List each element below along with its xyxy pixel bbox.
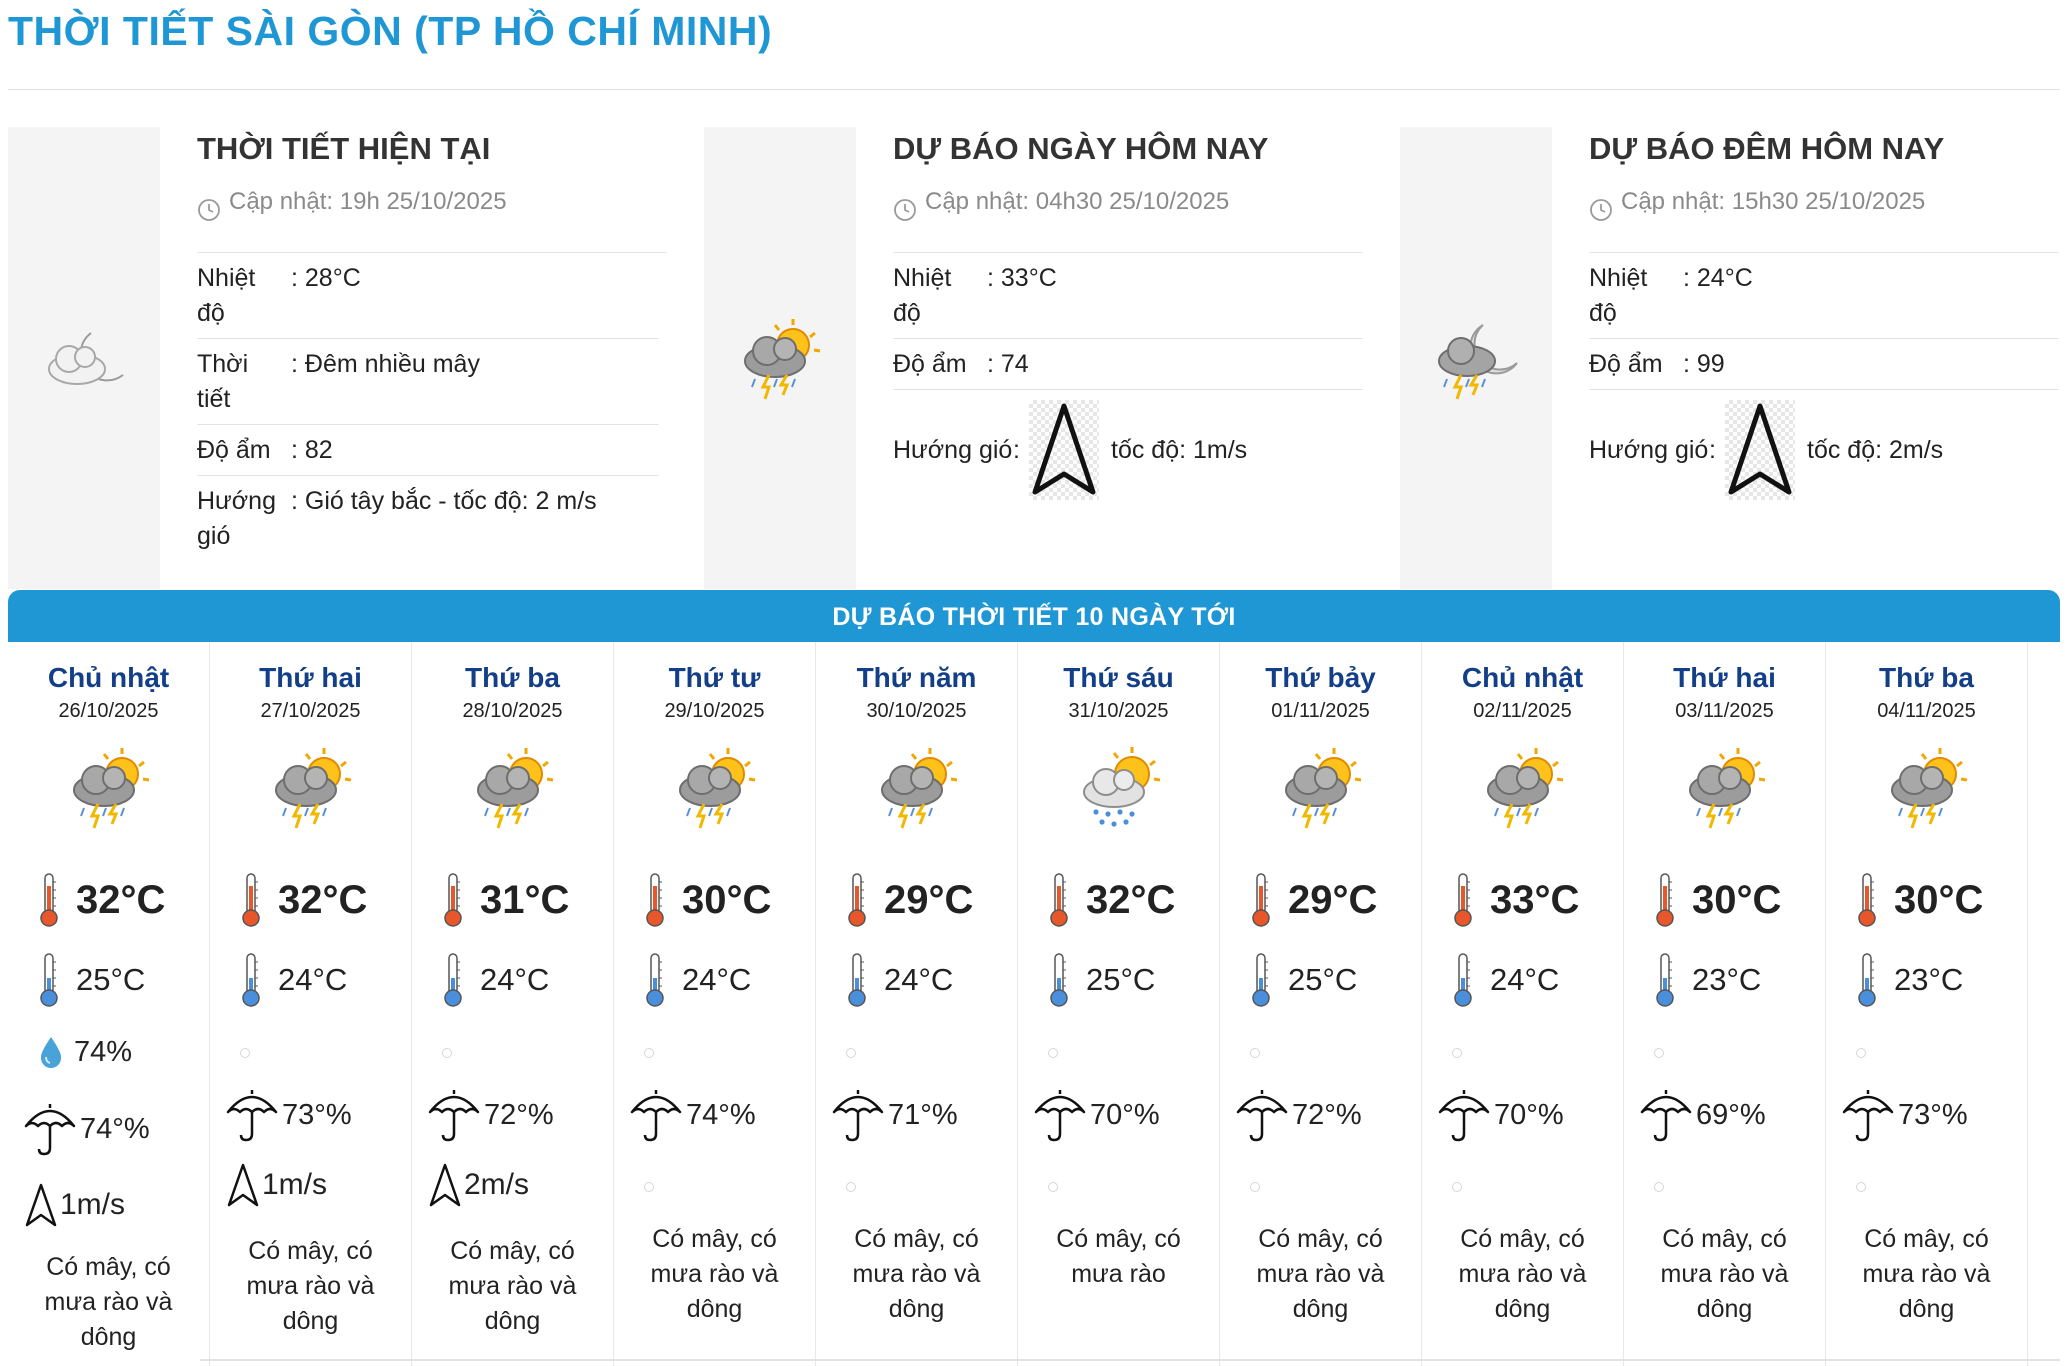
- row-label: Độ ẩm: [893, 350, 967, 378]
- tonight-forecast-card: [1400, 127, 2068, 589]
- thermometer-cold-icon: [1856, 952, 1878, 1008]
- description-line: mưa rào và: [246, 1272, 375, 1300]
- current-updated: [197, 177, 667, 253]
- min-temp: [240, 952, 347, 1008]
- description-line: Có mây, có: [1258, 1225, 1383, 1253]
- rain-chance: [1032, 1086, 1160, 1144]
- current-wind-row: [197, 476, 659, 561]
- max-temp: [1654, 872, 1781, 928]
- empty-indicator-dot: [644, 1048, 654, 1058]
- empty-indicator-dot: [644, 1182, 654, 1192]
- day-name: Thứ sáu: [1063, 662, 1174, 693]
- water-drop-icon: [38, 1035, 64, 1069]
- thermometer-cold-icon: [1452, 952, 1474, 1008]
- thermometer-cold-icon: [1048, 952, 1070, 1008]
- rain-chance: [1436, 1086, 1564, 1144]
- rain-chance-value: 72°%: [484, 1098, 554, 1131]
- day-name: Thứ năm: [856, 662, 977, 693]
- tonight-updated: [1589, 177, 2059, 253]
- thermometer-cold-icon: [846, 952, 868, 1008]
- forecast-day: [8, 642, 210, 1366]
- min-temp: [1856, 952, 1963, 1008]
- description-line: Có mây, có: [248, 1237, 373, 1265]
- day-date: 01/11/2025: [1271, 700, 1370, 722]
- weather-description: [1230, 1222, 1411, 1327]
- day-date: 03/11/2025: [1675, 700, 1774, 722]
- description-line: dông: [1292, 1295, 1349, 1323]
- tonight-updated-text: Cập nhật: 15h30 25/10/2025: [1621, 188, 1926, 215]
- forecast-day: [816, 642, 1018, 1366]
- day-name: Chủ nhật: [47, 662, 170, 693]
- umbrella-icon: [628, 1086, 686, 1144]
- description-line: mưa rào và: [1660, 1260, 1789, 1288]
- description-line: mưa rào và: [1862, 1260, 1991, 1288]
- day-name: Thứ bảy: [1265, 662, 1376, 693]
- min-temp-value: 25°C: [1086, 962, 1156, 997]
- description-line: dông: [80, 1323, 137, 1351]
- description-line: Có mây, có: [1460, 1225, 1585, 1253]
- description-line: dông: [1696, 1295, 1753, 1323]
- description-line: Có mây, có: [450, 1237, 575, 1265]
- min-temp-value: 24°C: [884, 962, 954, 997]
- today-temp-row: [893, 253, 1363, 339]
- day-date: 27/10/2025: [260, 700, 361, 722]
- humidity-value: 74%: [74, 1035, 133, 1068]
- today-details: [893, 127, 1363, 510]
- row-value: : Gió tây bắc - tốc độ: 2 m/s: [291, 487, 597, 515]
- umbrella-icon: [1234, 1086, 1292, 1144]
- rain-chance-value: 70°%: [1494, 1098, 1564, 1131]
- current-weather-title: THỜI TIẾT HIỆN TẠI: [197, 131, 491, 166]
- umbrella-icon: [1840, 1086, 1898, 1144]
- row-label: Nhiệt độ: [197, 264, 256, 327]
- weather-description: [1432, 1222, 1613, 1327]
- min-temp: [1048, 952, 1155, 1008]
- min-temp-value: 23°C: [1894, 962, 1964, 997]
- day-date: 29/10/2025: [664, 700, 765, 722]
- max-temp-value: 32°C: [1086, 877, 1176, 922]
- description-line: Có mây, có: [1056, 1225, 1181, 1253]
- description-line: mưa rào và: [44, 1288, 173, 1316]
- max-temp-value: 30°C: [1894, 877, 1984, 922]
- tonight-details: [1589, 127, 2059, 510]
- wind-direction-arrow-icon: [226, 1162, 262, 1208]
- wind-speed: [226, 1162, 327, 1208]
- today-updated: [893, 177, 1363, 253]
- wind-direction-arrow-icon: [1725, 400, 1795, 500]
- clock-icon: [893, 190, 917, 214]
- row-label: Độ ẩm: [1589, 350, 1663, 378]
- weather-description: [422, 1234, 603, 1339]
- description-line: mưa rào và: [650, 1260, 779, 1288]
- row-value: : Đêm nhiều mây: [291, 350, 480, 378]
- thermometer-hot-icon: [1048, 872, 1070, 928]
- thermometer-hot-icon: [644, 872, 666, 928]
- thermometer-hot-icon: [442, 872, 464, 928]
- wind-speed-value: 1m/s: [60, 1188, 126, 1221]
- tonight-temp-row: [1589, 253, 2059, 339]
- max-temp-value: 32°C: [278, 877, 368, 922]
- rain-chance-value: 72°%: [1292, 1098, 1362, 1131]
- thermometer-cold-icon: [644, 952, 666, 1008]
- humidity: [38, 1035, 132, 1069]
- empty-indicator-dot: [1452, 1182, 1462, 1192]
- empty-indicator-dot: [1048, 1182, 1058, 1192]
- day-date: 04/11/2025: [1877, 700, 1976, 722]
- sun-thunderstorm-icon: [1276, 742, 1366, 832]
- thermometer-hot-icon: [1654, 872, 1676, 928]
- min-temp: [846, 952, 953, 1008]
- rain-chance: [22, 1100, 150, 1158]
- rain-chance-value: 74°%: [686, 1098, 756, 1131]
- thermometer-hot-icon: [1856, 872, 1878, 928]
- description-line: dông: [1494, 1295, 1551, 1323]
- umbrella-icon: [830, 1086, 888, 1144]
- description-line: mưa rào và: [1458, 1260, 1587, 1288]
- today-wind-speed: tốc độ: 1m/s: [1111, 435, 1248, 464]
- max-temp-value: 30°C: [682, 877, 772, 922]
- thermometer-hot-icon: [240, 872, 262, 928]
- max-temp: [1250, 872, 1377, 928]
- today-forecast-card: [704, 127, 1400, 589]
- max-temp: [1452, 872, 1579, 928]
- day-date: 31/10/2025: [1068, 700, 1169, 722]
- wind-direction-arrow-icon: [1029, 400, 1099, 500]
- current-updated-text: Cập nhật: 19h 25/10/2025: [229, 188, 507, 215]
- bottom-divider: [200, 1359, 2060, 1361]
- current-temp-row: [197, 253, 659, 339]
- description-line: dông: [1898, 1295, 1955, 1323]
- rain-chance: [1840, 1086, 1968, 1144]
- rain-chance: [426, 1086, 554, 1144]
- min-temp: [38, 952, 145, 1008]
- current-weather-icon-box: [8, 127, 160, 589]
- rain-chance-value: 73°%: [1898, 1098, 1968, 1131]
- sun-thunderstorm-icon: [468, 742, 558, 832]
- description-line: mưa rào và: [852, 1260, 981, 1288]
- row-label: Hướng gió: [893, 435, 1013, 464]
- forecast-day: [1220, 642, 1422, 1366]
- thermometer-hot-icon: [1250, 872, 1272, 928]
- sun-thunderstorm-icon: [872, 742, 962, 832]
- description-line: Có mây, có: [1662, 1225, 1787, 1253]
- max-temp: [1856, 872, 1983, 928]
- max-temp: [442, 872, 569, 928]
- current-condition-row: [197, 339, 659, 425]
- row-value: : 24°C: [1683, 264, 1753, 292]
- page-title: THỜI TIẾT SÀI GÒN (TP HỒ CHÍ MINH): [8, 8, 773, 54]
- max-temp: [240, 872, 367, 928]
- today-wind-row: [893, 390, 1363, 510]
- umbrella-icon: [224, 1086, 282, 1144]
- description-line: Có mây, có: [652, 1225, 777, 1253]
- description-line: Có mây, có: [854, 1225, 979, 1253]
- description-line: Có mây, có: [1864, 1225, 1989, 1253]
- empty-indicator-dot: [846, 1182, 856, 1192]
- min-temp: [1250, 952, 1357, 1008]
- today-updated-text: Cập nhật: 04h30 25/10/2025: [925, 188, 1230, 215]
- description-line: dông: [888, 1295, 945, 1323]
- description-line: mưa rào và: [1256, 1260, 1385, 1288]
- ten-day-forecast-grid: [8, 642, 2030, 1366]
- thermometer-hot-icon: [38, 872, 60, 928]
- moon-thunderstorm-icon: [1431, 313, 1521, 403]
- min-temp-value: 25°C: [76, 962, 146, 997]
- weather-description: [220, 1234, 401, 1339]
- row-label: Nhiệt độ: [893, 264, 952, 327]
- clock-icon: [1589, 190, 1613, 214]
- rain-chance-value: 71°%: [888, 1098, 958, 1131]
- rain-chance-value: 70°%: [1090, 1098, 1160, 1131]
- min-temp: [442, 952, 549, 1008]
- forecast-day: [1018, 642, 1220, 1366]
- day-name: Chủ nhật: [1461, 662, 1584, 693]
- sun-thunderstorm-icon: [735, 313, 825, 403]
- day-date: 28/10/2025: [462, 700, 563, 722]
- weather-description: [624, 1222, 805, 1327]
- empty-indicator-dot: [240, 1048, 250, 1058]
- rain-chance-value: 74°%: [80, 1112, 150, 1145]
- empty-indicator-dot: [846, 1048, 856, 1058]
- umbrella-icon: [22, 1100, 80, 1158]
- thermometer-cold-icon: [38, 952, 60, 1008]
- sun-thunderstorm-icon: [266, 742, 356, 832]
- tonight-wind-speed: tốc độ: 2m/s: [1807, 435, 1944, 464]
- max-temp: [1048, 872, 1175, 928]
- day-date: 26/10/2025: [58, 700, 159, 722]
- max-temp-value: 32°C: [76, 877, 166, 922]
- day-name: Thứ hai: [259, 662, 362, 693]
- weather-description: [18, 1250, 199, 1355]
- sun-thunderstorm-icon: [1478, 742, 1568, 832]
- day-date: 30/10/2025: [866, 700, 967, 722]
- min-temp-value: 24°C: [480, 962, 550, 997]
- forecast-day: [412, 642, 614, 1366]
- day-name: Thứ ba: [1879, 662, 1974, 693]
- weather-description: [1028, 1222, 1209, 1292]
- empty-indicator-dot: [1856, 1048, 1866, 1058]
- row-label: Hướng gió: [1589, 435, 1709, 464]
- weather-description: [1836, 1222, 2017, 1327]
- row-value: : 74: [987, 350, 1029, 378]
- rain-chance-value: 73°%: [282, 1098, 352, 1131]
- tonight-title: DỰ BÁO ĐÊM HÔM NAY: [1589, 131, 1945, 166]
- current-humidity-row: [197, 425, 659, 476]
- wind-speed-value: 2m/s: [464, 1168, 530, 1201]
- wind-direction-arrow-icon: [428, 1162, 464, 1208]
- sun-thunderstorm-icon: [1882, 742, 1972, 832]
- min-temp: [1452, 952, 1559, 1008]
- row-colon: :: [1709, 435, 1716, 464]
- description-line: mưa rào và: [448, 1272, 577, 1300]
- thermometer-hot-icon: [846, 872, 868, 928]
- forecast-day: [1422, 642, 1624, 1366]
- row-label: Thời tiết: [197, 350, 249, 413]
- row-value: : 99: [1683, 350, 1725, 378]
- description-line: Có mây, có: [46, 1253, 171, 1281]
- rain-chance: [628, 1086, 756, 1144]
- day-name: Thứ tư: [668, 662, 761, 693]
- max-temp: [846, 872, 973, 928]
- night-cloudy-icon: [39, 313, 129, 403]
- min-temp-value: 23°C: [1692, 962, 1762, 997]
- day-name: Thứ hai: [1673, 662, 1776, 693]
- rain-chance: [1234, 1086, 1362, 1144]
- thermometer-cold-icon: [1250, 952, 1272, 1008]
- tonight-wind-row: [1589, 390, 2059, 510]
- max-temp-value: 29°C: [1288, 877, 1378, 922]
- sun-rain-icon: [1074, 742, 1164, 832]
- min-temp-value: 24°C: [278, 962, 348, 997]
- empty-indicator-dot: [1250, 1048, 1260, 1058]
- thermometer-hot-icon: [1452, 872, 1474, 928]
- sun-thunderstorm-icon: [670, 742, 760, 832]
- rain-chance: [1638, 1086, 1766, 1144]
- umbrella-icon: [1638, 1086, 1696, 1144]
- max-temp-value: 29°C: [884, 877, 974, 922]
- today-title: DỰ BÁO NGÀY HÔM NAY: [893, 131, 1269, 166]
- rain-chance-value: 69°%: [1696, 1098, 1766, 1131]
- empty-indicator-dot: [1654, 1182, 1664, 1192]
- min-temp-value: 25°C: [1288, 962, 1358, 997]
- empty-indicator-dot: [1856, 1182, 1866, 1192]
- max-temp: [644, 872, 771, 928]
- sun-thunderstorm-icon: [1680, 742, 1770, 832]
- description-line: dông: [484, 1307, 541, 1335]
- clock-icon: [197, 190, 221, 214]
- empty-indicator-dot: [1250, 1182, 1260, 1192]
- forecast-day: [210, 642, 412, 1366]
- current-weather-card: [8, 127, 704, 589]
- min-temp: [644, 952, 751, 1008]
- weather-summary-cards: [8, 127, 2060, 589]
- empty-indicator-dot: [1452, 1048, 1462, 1058]
- row-label: Hướng gió: [197, 487, 276, 550]
- umbrella-icon: [1436, 1086, 1494, 1144]
- forecast-day: [1826, 642, 2028, 1366]
- empty-indicator-dot: [1048, 1048, 1058, 1058]
- thermometer-cold-icon: [240, 952, 262, 1008]
- current-weather-details: [197, 127, 667, 561]
- thermometer-cold-icon: [442, 952, 464, 1008]
- empty-indicator-dot: [1654, 1048, 1664, 1058]
- rain-chance: [224, 1086, 352, 1144]
- wind-speed: [428, 1162, 529, 1208]
- row-colon: :: [1013, 435, 1020, 464]
- weather-description: [1634, 1222, 1815, 1327]
- day-name: Thứ ba: [465, 662, 560, 693]
- forecast-day: [1624, 642, 1826, 1366]
- min-temp-value: 24°C: [1490, 962, 1560, 997]
- umbrella-icon: [1032, 1086, 1090, 1144]
- max-temp-value: 31°C: [480, 877, 570, 922]
- row-value: : 33°C: [987, 264, 1057, 292]
- row-value: : 82: [291, 436, 333, 464]
- description-line: mưa rào: [1071, 1260, 1166, 1288]
- title-divider: [8, 89, 2060, 90]
- wind-speed-value: 1m/s: [262, 1168, 328, 1201]
- today-humidity-row: [893, 339, 1363, 390]
- tonight-icon-box: [1400, 127, 1552, 589]
- umbrella-icon: [426, 1086, 484, 1144]
- rain-chance: [830, 1086, 958, 1144]
- empty-indicator-dot: [442, 1048, 452, 1058]
- max-temp-value: 30°C: [1692, 877, 1782, 922]
- description-line: dông: [282, 1307, 339, 1335]
- today-icon-box: [704, 127, 856, 589]
- ten-day-forecast-header: DỰ BÁO THỜI TIẾT 10 NGÀY TỚI: [8, 590, 2060, 642]
- min-temp-value: 24°C: [682, 962, 752, 997]
- row-value: : 28°C: [291, 264, 361, 292]
- forecast-day: [614, 642, 816, 1366]
- thermometer-cold-icon: [1654, 952, 1676, 1008]
- row-label: Độ ẩm: [197, 436, 271, 464]
- wind-direction-arrow-icon: [24, 1182, 60, 1228]
- max-temp-value: 33°C: [1490, 877, 1580, 922]
- tonight-humidity-row: [1589, 339, 2059, 390]
- sun-thunderstorm-icon: [64, 742, 154, 832]
- weather-description: [826, 1222, 1007, 1327]
- max-temp: [38, 872, 165, 928]
- day-date: 02/11/2025: [1473, 700, 1572, 722]
- wind-speed: [24, 1182, 125, 1228]
- row-label: Nhiệt độ: [1589, 264, 1648, 327]
- min-temp: [1654, 952, 1761, 1008]
- description-line: dông: [686, 1295, 743, 1323]
